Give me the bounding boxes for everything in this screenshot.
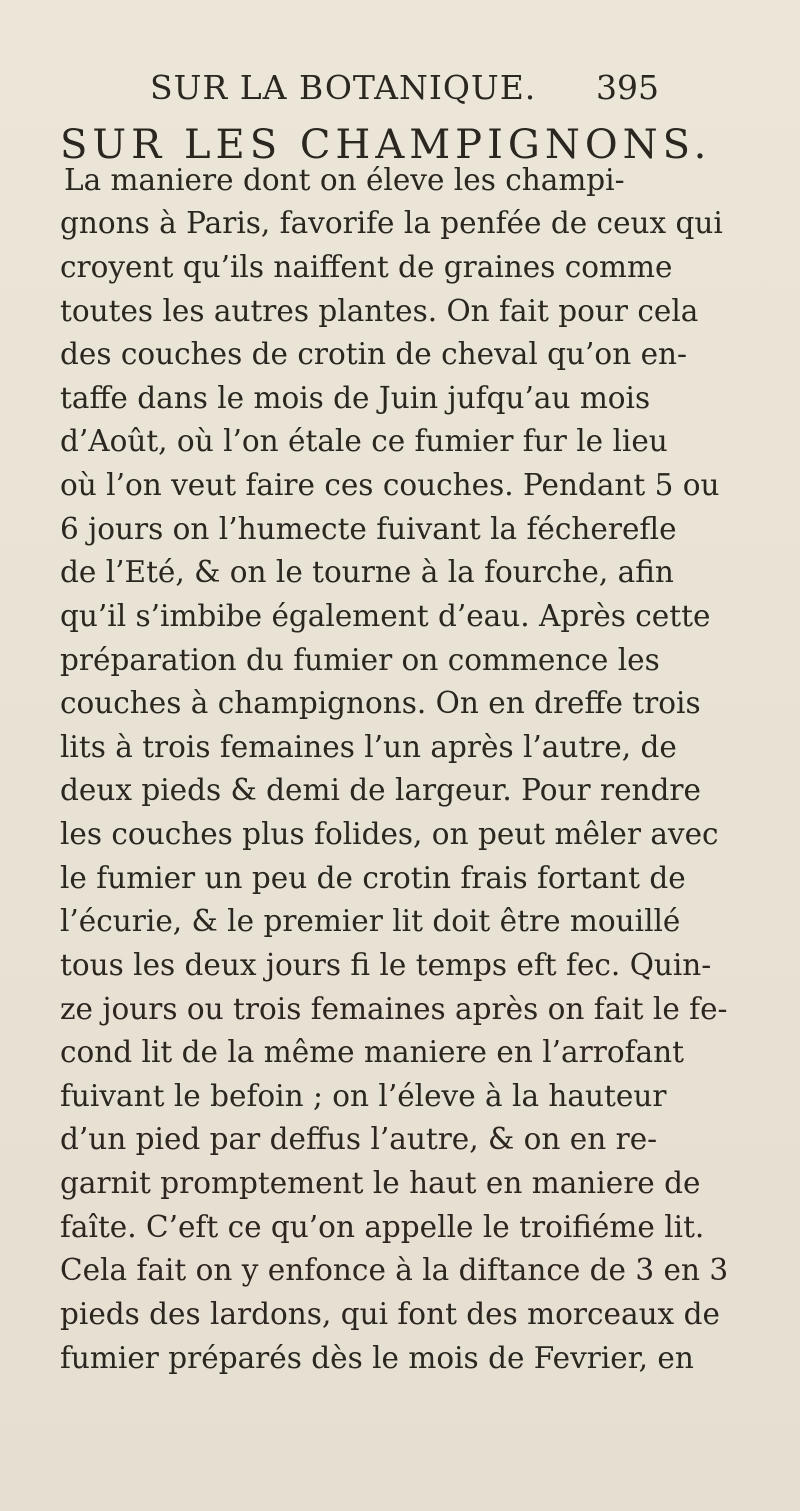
text-line: de l’Eté, & on le tourne à la fourche, afin: [60, 555, 674, 589]
section-title: SUR LES CHAMPIGNONS.: [60, 122, 712, 168]
text-line: Cela fait on y enfonce à la diftance de 3 en 3: [60, 1253, 729, 1287]
text-line: toutes les autres plantes. On fait pour cela: [60, 294, 699, 328]
text-line: La maniere dont on éleve les champi-: [64, 163, 625, 197]
text-line: fuivant le befoin ; on l’éleve à la hauteur: [60, 1079, 667, 1113]
text-line: deux pieds & demi de largeur. Pour rendre: [60, 773, 701, 807]
running-title: SUR LA BOTANIQUE.: [150, 68, 537, 107]
text-line: pieds des lardons, qui font des morceaux de: [60, 1297, 720, 1331]
text-line: taffe dans le mois de Juin jufqu’au mois: [60, 381, 651, 415]
text-line: cond lit de la même maniere en l’arrofant: [60, 1035, 684, 1069]
text-line: le fumier un peu de crotin frais fortant de: [60, 861, 686, 895]
page-number: 395: [596, 68, 659, 107]
text-line: qu’il s’imbibe également d’eau. Après cette: [60, 599, 711, 633]
text-line: couches à champignons. On en dreffe trois: [60, 686, 701, 720]
text-line: d’un pied par deffus l’autre, & on en re-: [60, 1122, 658, 1156]
text-line: des couches de crotin de cheval qu’on en-: [60, 337, 687, 371]
text-line: d’Août, où l’on étale ce fumier fur le lieu: [60, 424, 668, 458]
text-line: fumier préparés dès le mois de Fevrier, en: [60, 1341, 694, 1375]
text-line: 6 jours on l’humecte fuivant la fécherefle: [60, 512, 677, 546]
text-line: lits à trois femaines l’un après l’autre, de: [60, 730, 677, 764]
text-line: préparation du fumier on commence les: [60, 643, 660, 677]
text-line: ze jours ou trois femaines après on fait le fe-: [60, 992, 728, 1026]
running-head: [150, 68, 659, 112]
text-line: gnons à Paris, favorife la penfée de ceux qui: [60, 206, 723, 240]
text-line: garnit promptement le haut en maniere de: [60, 1166, 701, 1200]
text-line: croyent qu’ils naiffent de graines comme: [60, 250, 673, 284]
text-line: faîte. C’eft ce qu’on appelle le troifiéme lit.: [60, 1210, 705, 1244]
text-line: tous les deux jours fi le temps eft fec. Quin-: [60, 948, 712, 982]
text-line: l’écurie, & le premier lit doit être mouillé: [60, 904, 681, 938]
text-line: où l’on veut faire ces couches. Pendant 5 ou: [60, 468, 720, 502]
text-line: les couches plus folides, on peut mêler avec: [60, 817, 719, 851]
